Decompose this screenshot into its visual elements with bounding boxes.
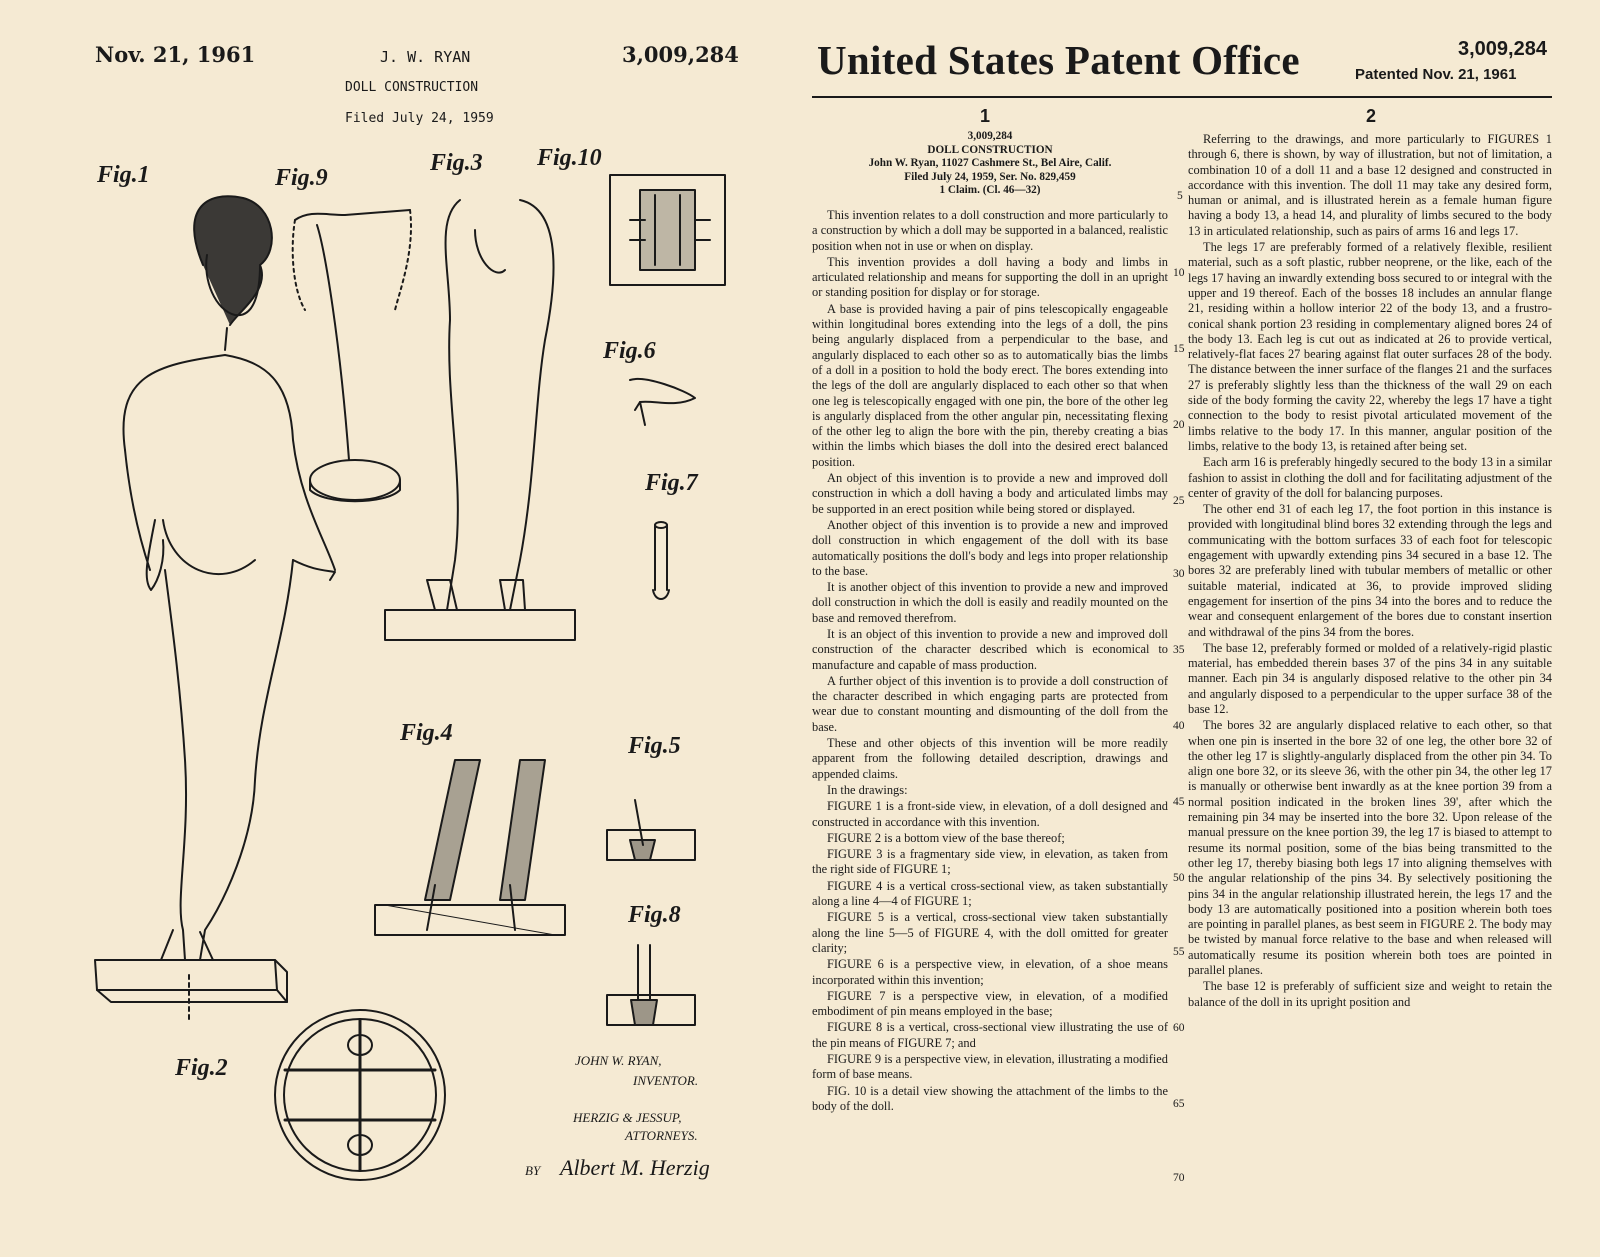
paragraph: FIGURE 2 is a bottom view of the base thereof; <box>827 830 1065 845</box>
line-number: 45 <box>1173 796 1185 808</box>
figure-3-legs <box>385 200 575 640</box>
caption-number: 3,009,284 <box>967 130 1013 142</box>
paragraph: FIGURE 6 is a perspective view, in elevation, of a shoe means incorporated within this invention; <box>812 957 1168 987</box>
patent-drawings <box>55 140 755 1200</box>
column-number-2: 2 <box>1366 106 1377 126</box>
figure-10-detail <box>610 175 725 285</box>
sheet-patent-number: 3,009,284 <box>622 42 739 67</box>
paragraph: The other end 31 of each leg 17, the foot portion in this instance is provided with longitudinal blind bores 32 extending through the legs and communicating with the bottom surfaces 33 of each foot for telescopic engagement with upwardly extending pins 34 secured in a base 12. The bores 32 are preferably lined with tubular members of metallic or other suitable material, indicated at 36, to provide improved sliding engagement for insertion of the pins 34 into the bores and to reduce the wear and consequent enlargement of the bores due to constant insertion and withdrawal of the pins 34 from the bores. <box>1188 502 1552 639</box>
fig-8-label: Fig.8 <box>628 902 681 928</box>
paragraph: A base is provided having a pair of pins telescopically engageable within longitudinal bores extending into the legs of a doll, the pins being angularly displaced from a perpendicular to the base, and angularly displaced to each other so as to automatically bias the limbs of a doll in a position to hold the body erect. The bores extending into the legs of the doll are angularly displaced to each other so that when one leg is telescopically engaged with one pin, the bore of the other leg is angularly displaced from the other angular pin, necessitating flexing of the other leg to align the bore with the pin, thereby creating a bias within the limbs which biases the doll into the desired erect balanced position. <box>812 301 1168 469</box>
paragraph: The bores 32 are angularly displaced relative to each other, so that when one pin is inserted in the bore 32 of one leg, the other bore 32 of the other leg 17 is slightly-angularly displaced from the other pin 34. To align one bore 32, or its sleeve 36, with the other pin 34, the other leg 17 is manually or otherwise bent inwardly as at the knee portion 39 from a normal position indicated in the broken lines 39', after which the remaining pin 34 may be inserted into the bore 32. Upon release of the manual pressure on the knee portion 39, the leg 17 is biased to attempt to resume its normal position, some of the bias being transmitted to the other leg 17, thereby biasing both legs 17 into aligning themselves with the angular relationship of the pins 34. By selectively positioning the pins 34 in the angular relationship illustrated herein, the legs 17 and the body 13 are automatically positioned into a position wherein both toes are pointing in parallel planes, as best seem in FIGURE 2. The body may be twisted by manual force relative to the base and when released will automatically resume its position wherein both toes are pointed in parallel planes. <box>1188 718 1552 978</box>
drawings-svg <box>55 140 755 1200</box>
line-number: 55 <box>1173 946 1185 958</box>
paragraph: In the drawings: <box>827 782 908 797</box>
line-number: 35 <box>1173 644 1185 656</box>
paragraph: An object of this invention is to provide a new and improved doll construction in which a doll having a body and articulated limbs may be supported in an erect position while being stored or displayed. <box>812 471 1168 516</box>
paragraph: FIGURE 3 is a fragmentary side view, in elevation, as taken from the right side of FIGURE 1; <box>812 847 1168 877</box>
office-title: United States Patent Office <box>817 37 1300 83</box>
line-number: 65 <box>1173 1098 1185 1110</box>
text-column-2 <box>1188 132 1552 1011</box>
paragraph: The base 12, preferably formed or molded of a relatively-rigid plastic material, has embedded therein bases 37 of the pins 34 in any suitable manner. Each pin 34 is angularly disposed relative to the other pin 34 and angularly disposed to a perpendicular to the upper surface 38 of the base 12. <box>1188 640 1552 716</box>
figure-7-pin <box>653 522 669 599</box>
paragraph: FIGURE 9 is a perspective view, in elevation, illustrating a modified form of base means. <box>812 1052 1168 1082</box>
inventor-name: JOHN W. RYAN, <box>575 1053 662 1068</box>
paragraph: FIGURE 1 is a front-side view, in elevation, of a doll designed and constructed in accordance with this invention. <box>812 799 1168 829</box>
caption-claim: 1 Claim. (Cl. 46—32) <box>939 184 1041 197</box>
figure-2-base <box>275 1010 445 1180</box>
paragraph: FIGURE 8 is a vertical, cross-sectional view illustrating the use of the pin means of FIGURE 7; and <box>812 1020 1168 1050</box>
fig-6-label: Fig.6 <box>603 338 656 364</box>
sheet-date: Nov. 21, 1961 <box>95 42 256 67</box>
figure-5-section <box>607 800 695 860</box>
paragraph: Referring to the drawings, and more particularly to FIGURES 1 through 6, there is shown, by way of illustration, but not of limitation, a combination 10 of a doll 11 and a base 12 designed and constructed in accordance with this invention. The doll 11 may take any desired form, human or animal, and is illustrated herein as a female human figure having a body 13, a head 14, and plurality of limbs secured to the body 13 in articulated relationship, such as pairs of arms 16 and legs 17. <box>1188 132 1552 238</box>
paragraph: It is an object of this invention to provide a new and improved doll construction of the character described which is economical to manufacture and capable of mass production. <box>812 626 1168 672</box>
paragraph: This invention relates to a doll construction and more particularly to a construction by which a doll may be supported in a balanced, realistic position when not in use or when on display. <box>812 207 1168 253</box>
paragraph: FIGURE 7 is a perspective view, in elevation, of a modified embodiment of pin means employed in the base; <box>812 988 1168 1019</box>
paragraph: This invention provides a doll having a body and limbs in articulated relationship and means for supporting the doll in an upright or standing position for display or for storage. <box>812 254 1168 300</box>
paragraph: Another object of this invention is to provide a new and improved doll construction in which engagement of the doll with its base automatically positions the doll's body and legs into proper relationship to the base. <box>812 517 1168 578</box>
line-number: 5 <box>1177 190 1183 202</box>
line-number: 40 <box>1173 720 1185 732</box>
figure-8-section <box>607 945 695 1025</box>
line-number: 20 <box>1173 419 1185 431</box>
office-patented-date: Patented Nov. 21, 1961 <box>1355 66 1517 83</box>
figure-1-doll <box>95 196 335 1020</box>
title-rule <box>812 96 1552 98</box>
line-number: 70 <box>1173 1172 1185 1184</box>
paragraph: It is another object of this invention to provide a new and improved doll construction in which the doll is easily and readily mounted on the base and removed therefrom. <box>812 580 1168 625</box>
fig-2-label: Fig.2 <box>175 1055 228 1081</box>
fig-9-label: Fig.9 <box>275 165 328 191</box>
line-number: 10 <box>1173 267 1185 279</box>
figure-4-section <box>375 760 565 935</box>
paragraph: The legs 17 are preferably formed of a relatively flexible, resilient material, such as a soft plastic, rubber neoprene, or the like, each of the legs 17 having an inwardly extending boss secured to or integral with the upper and 19 thereof. Each of the bosses 18 includes an annular flange 21, residing within a hollow interior 22 of the body 13, and a frustro-conical shank portion 23 residing in complementary aligned bores 24 of the body 13. Each leg is cut out as indicated at 26 to provide vertical, relatively-flat faces 27 bearing against flat outer surfaces 28 of the body. The distance between the inner surface of the flanges 21 and the surfaces 27 is preferably slightly less than the thickness of the wall 29 on each side of the body forming the cavity 22, whereby the legs 17 have a tight connection to the body to resist pivotal articulated movement of the limbs relative to the body 17. In this manner, angular position of the limbs, relative to the body 13, is retained after being set. <box>1188 240 1552 453</box>
paragraph: FIGURE 4 is a vertical cross-sectional view, as taken substantially along a line 4—4 of FIGURE 1; <box>812 878 1168 909</box>
column-number-1: 1 <box>980 106 991 126</box>
attorneys-role: ATTORNEYS. <box>625 1128 698 1143</box>
fig-5-label: Fig.5 <box>628 733 681 759</box>
paragraph: FIG. 10 is a detail view showing the attachment of the limbs to the body of the doll. <box>812 1083 1168 1113</box>
paragraph: Each arm 16 is preferably hingedly secured to the body 13 in a similar fashion to assist in clothing the doll and for facilitating adjustment of the center of gravity of the doll for balancing purposes. <box>1188 455 1552 500</box>
line-number: 60 <box>1173 1022 1185 1034</box>
fig-10-label: Fig.10 <box>537 145 602 171</box>
paragraph: FIGURE 5 is a vertical, cross-sectional view taken substantially along the line 5—5 of FIGURE 4, with the doll omitted for greater clarity; <box>812 910 1168 955</box>
sheet-filed-date: Filed July 24, 1959 <box>345 111 494 126</box>
attorneys-name: HERZIG & JESSUP, <box>573 1110 682 1125</box>
figure-9-stand <box>293 210 411 501</box>
fig-7-label: Fig.7 <box>645 470 698 496</box>
fig-4-label: Fig.4 <box>400 720 453 746</box>
by-label: BY <box>525 1163 541 1178</box>
caption-title: DOLL CONSTRUCTION <box>927 143 1053 156</box>
sheet-inventor: J. W. RYAN <box>380 48 471 66</box>
line-number: 15 <box>1173 343 1185 355</box>
patent-caption <box>812 130 1168 198</box>
line-number: 25 <box>1173 495 1185 507</box>
sheet-title: DOLL CONSTRUCTION <box>345 80 479 95</box>
fig-1-label: Fig.1 <box>97 162 150 188</box>
figure-6-shoe <box>630 379 695 425</box>
fig-3-label: Fig.3 <box>430 150 483 176</box>
attorney-signature: Albert M. Herzig <box>560 1155 710 1180</box>
caption-filed: Filed July 24, 1959, Ser. No. 829,459 <box>904 170 1076 183</box>
paragraph: These and other objects of this invention will be more readily apparent from the following detailed description, drawings and appended claims. <box>812 736 1168 781</box>
text-column-1 <box>812 130 1168 1115</box>
office-patent-number: 3,009,284 <box>1458 38 1547 60</box>
inventor-role: INVENTOR. <box>633 1073 699 1088</box>
line-number: 50 <box>1173 872 1185 884</box>
line-number: 30 <box>1173 568 1185 580</box>
paragraph: A further object of this invention is to provide a doll construction of the character described in which engaging parts are protected from wear due to constant mounting and dismounting of the doll from the base. <box>812 673 1168 734</box>
caption-inventor: John W. Ryan, 11027 Cashmere St., Bel Aire, Calif. <box>868 157 1112 170</box>
paragraph: The base 12 is preferably of sufficient size and weight to retain the balance of the doll in its upright position and <box>1188 979 1552 1009</box>
